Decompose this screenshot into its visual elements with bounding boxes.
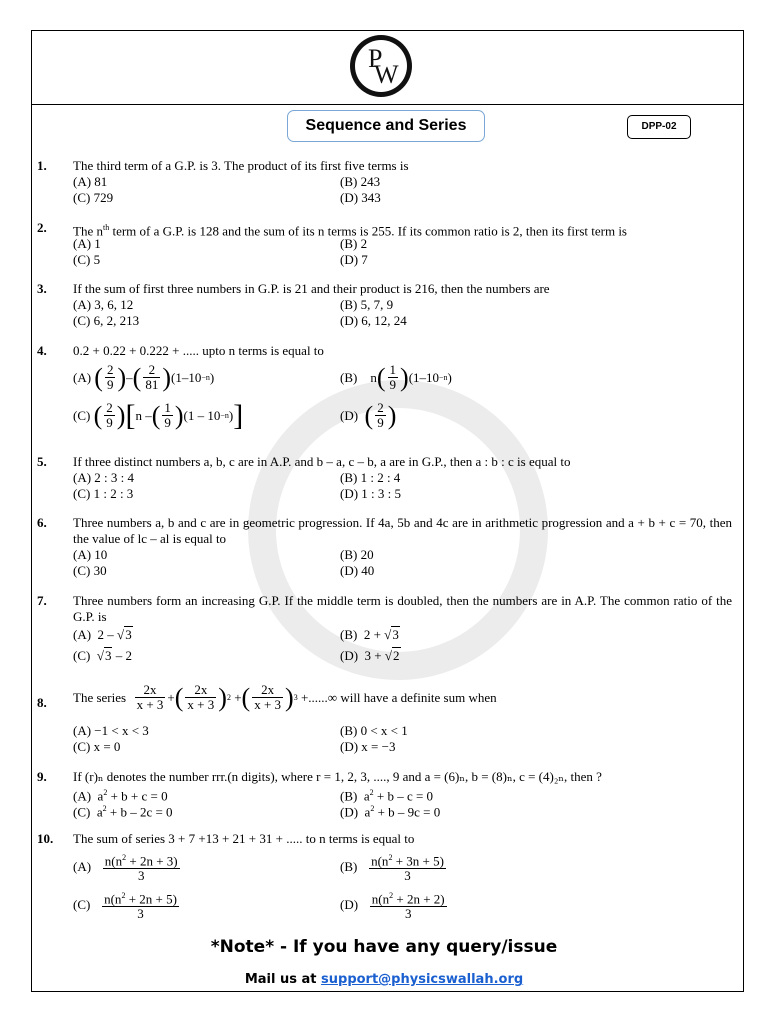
option-c[interactable]: (C) $\frac{n(n^2 + 2n + 5)}{3}$ bbox=[73, 891, 177, 922]
option-c[interactable]: (C) $a^2 + b - 2c = 0$ bbox=[73, 804, 173, 820]
option-b[interactable]: (B) 0 < x < 1 bbox=[340, 723, 408, 738]
option-b[interactable]: (B) $\frac{n(n^2 + 3n + 5)}{3}$ bbox=[340, 853, 444, 884]
option-d[interactable]: (D) 40 bbox=[340, 563, 375, 578]
option-a[interactable]: (A) 1 bbox=[73, 236, 101, 251]
option-b[interactable]: (B) 5, 7, 9 bbox=[340, 297, 394, 312]
option-c[interactable]: (C) √3 – 2 bbox=[73, 648, 132, 663]
option-d[interactable]: (D) ( $\frac{2}{9}$ ) bbox=[340, 400, 397, 430]
option-d[interactable]: (D) $a^2 + b - 9c = 0$ bbox=[340, 804, 441, 820]
option-d[interactable]: (D) $\frac{n(n^2 + 2n + 2)}{3}$ bbox=[340, 891, 445, 922]
option-a[interactable]: (A) $a^2 + b + c = 0$ bbox=[73, 788, 168, 804]
option-c[interactable]: (C) 729 bbox=[73, 190, 114, 205]
option-a[interactable]: (A) 10 bbox=[73, 547, 108, 562]
option-a[interactable]: (A) 2 : 3 : 4 bbox=[73, 470, 135, 485]
header-divider bbox=[31, 104, 744, 105]
option-c[interactable]: (C) 5 bbox=[73, 252, 101, 267]
option-a[interactable]: (A) ( $\frac{2}{9}$ ) – ( $\frac{2}{81}$ ) (1–10 −n ) bbox=[73, 362, 215, 392]
option-d[interactable]: (D) 7 bbox=[340, 252, 368, 267]
support-email-link[interactable]: support@physicswallah.org bbox=[321, 972, 524, 987]
option-d[interactable]: (D) 6, 12, 24 bbox=[340, 313, 407, 328]
option-b[interactable]: (B) 2 bbox=[340, 236, 368, 251]
option-b[interactable]: (B) 20 bbox=[340, 547, 374, 562]
option-a[interactable]: (A) $\frac{n(n^2 + 2n + 3)}{3}$ bbox=[73, 853, 178, 884]
option-c[interactable]: (C) 6, 2, 213 bbox=[73, 313, 140, 328]
option-a[interactable]: (A) 2 – √3 bbox=[73, 627, 132, 642]
page-title: Sequence and Series bbox=[287, 110, 485, 142]
option-c[interactable]: (C) x = 0 bbox=[73, 739, 121, 754]
option-d[interactable]: (D) 343 bbox=[340, 190, 381, 205]
option-d[interactable]: (D) 3 + √2 bbox=[340, 648, 400, 663]
footer-note: *Note* - If you have any query/issue bbox=[210, 937, 558, 957]
dpp-badge: DPP-02 bbox=[627, 115, 691, 139]
option-b[interactable]: (B) n ( $\frac{1}{9}$ ) (1–10 −n ) bbox=[340, 362, 452, 392]
option-a[interactable]: (A) 81 bbox=[73, 174, 108, 189]
option-a[interactable]: (A) 3, 6, 12 bbox=[73, 297, 134, 312]
option-c[interactable]: (C) 1 : 2 : 3 bbox=[73, 486, 134, 501]
option-b[interactable]: (B) 2 + √3 bbox=[340, 627, 399, 642]
pw-logo: P W bbox=[350, 35, 412, 97]
option-b[interactable]: (B) 243 bbox=[340, 174, 381, 189]
option-b[interactable]: (B) 1 : 2 : 4 bbox=[340, 470, 401, 485]
option-c[interactable]: (C) ( $\frac{2}{9}$ ) [ n – ( $\frac{1}{9}$ ) (1 – 10 −n ) ] bbox=[73, 398, 244, 432]
option-b[interactable]: (B) $a^2 + b - c = 0$ bbox=[340, 788, 434, 804]
option-d[interactable]: (D) x = −3 bbox=[340, 739, 396, 754]
option-a[interactable]: (A) −1 < x < 3 bbox=[73, 723, 149, 738]
option-c[interactable]: (C) 30 bbox=[73, 563, 107, 578]
option-d[interactable]: (D) 1 : 3 : 5 bbox=[340, 486, 402, 501]
footer-mail: Mail us at support@physicswallah.org bbox=[244, 972, 524, 987]
